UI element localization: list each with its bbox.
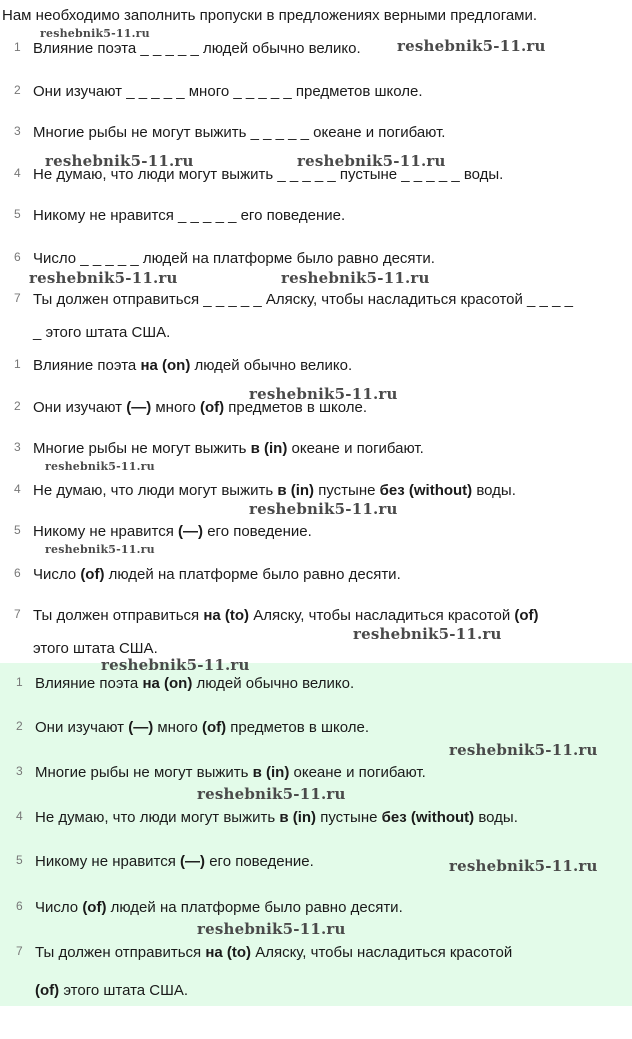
item-text: Ты должен отправиться _ _ _ _ _ Аляску, чтобы насладиться красотой _ _ _ _ (33, 291, 573, 308)
item-number: 6 (14, 250, 21, 264)
item-number: 7 (14, 607, 21, 621)
watermark: reshebnik5-11.ru (449, 741, 598, 759)
watermark: reshebnik5-11.ru (353, 625, 502, 643)
item-text: Ты должен отправиться на (to) Аляску, чтобы насладиться красотой (of) (33, 607, 539, 624)
item-number: 6 (16, 899, 23, 913)
item-number: 2 (16, 719, 23, 733)
item-text: _ этого штата США. (33, 324, 171, 341)
item-text: этого штата США. (33, 640, 158, 657)
item-text: Никому не нравится (—) его поведение. (33, 523, 312, 540)
item-number: 7 (14, 291, 21, 305)
item-number: 1 (16, 675, 23, 689)
item-number: 2 (14, 83, 21, 97)
watermark: reshebnik5-11.ru (449, 857, 598, 875)
item-number: 1 (14, 357, 21, 371)
item-text: (of) этого штата США. (35, 982, 189, 999)
watermark: reshebnik5-11.ru (249, 385, 398, 403)
item-number: 5 (16, 853, 23, 867)
item-number: 4 (14, 482, 21, 496)
watermark: reshebnik5-11.ru (45, 460, 155, 473)
watermark: reshebnik5-11.ru (397, 37, 546, 55)
watermark: reshebnik5-11.ru (45, 152, 194, 170)
watermark: reshebnik5-11.ru (281, 269, 430, 287)
item-text: Ты должен отправиться на (to) Аляску, чтобы насладиться красотой (35, 944, 513, 961)
item-number: 3 (14, 440, 21, 454)
item-text: Число (of) людей на платформе было равно десяти. (33, 566, 401, 583)
item-number: 5 (14, 207, 21, 221)
item-text: Не думаю, что люди могут выжить в (in) пустыне без (without) воды. (35, 809, 518, 826)
item-number: 3 (16, 764, 23, 778)
watermark: reshebnik5-11.ru (249, 500, 398, 518)
item-text: Никому не нравится (—) его поведение. (35, 853, 314, 870)
item-number: 4 (16, 809, 23, 823)
item-text: Влияние поэта на (on) людей обычно велико. (35, 675, 355, 692)
watermark: reshebnik5-11.ru (45, 543, 155, 556)
item-number: 5 (14, 523, 21, 537)
item-number: 3 (14, 124, 21, 138)
item-text: Не думаю, что люди могут выжить _ _ _ _ _ пустыне _ _ _ _ _ воды. (33, 166, 504, 183)
watermark: reshebnik5-11.ru (101, 656, 250, 674)
item-text: Многие рыбы не могут выжить _ _ _ _ _ океане и погибают. (33, 124, 446, 141)
item-text: Не думаю, что люди могут выжить в (in) пустыне без (without) воды. (33, 482, 516, 499)
intro-text: Нам необходимо заполнить пропуски в предложениях верными предлогами. (2, 7, 538, 24)
item-number: 6 (14, 566, 21, 580)
item-number: 7 (16, 944, 23, 958)
item-text: Они изучают (—) много (of) предметов в школе. (35, 719, 370, 736)
item-text: Влияние поэта _ _ _ _ _ людей обычно велико. (33, 40, 361, 57)
item-text: Число _ _ _ _ _ людей на платформе было равно десяти. (33, 250, 435, 267)
item-text: Многие рыбы не могут выжить в (in) океане и погибают. (33, 440, 424, 457)
item-text: Многие рыбы не могут выжить в (in) океане и погибают. (35, 764, 426, 781)
item-number: 1 (14, 40, 21, 54)
watermark: reshebnik5-11.ru (29, 269, 178, 287)
watermark: reshebnik5-11.ru (197, 785, 346, 803)
watermark: reshebnik5-11.ru (297, 152, 446, 170)
item-number: 2 (14, 399, 21, 413)
item-text: Никому не нравится _ _ _ _ _ его поведение. (33, 207, 346, 224)
item-text: Влияние поэта на (on) людей обычно велико. (33, 357, 353, 374)
item-text: Они изучают _ _ _ _ _ много _ _ _ _ _ предметов школе. (33, 83, 423, 100)
watermark: reshebnik5-11.ru (40, 27, 150, 40)
item-text: Они изучают (—) много (of) предметов в школе. (33, 399, 368, 416)
item-number: 4 (14, 166, 21, 180)
watermark: reshebnik5-11.ru (197, 920, 346, 938)
item-text: Число (of) людей на платформе было равно десяти. (35, 899, 403, 916)
